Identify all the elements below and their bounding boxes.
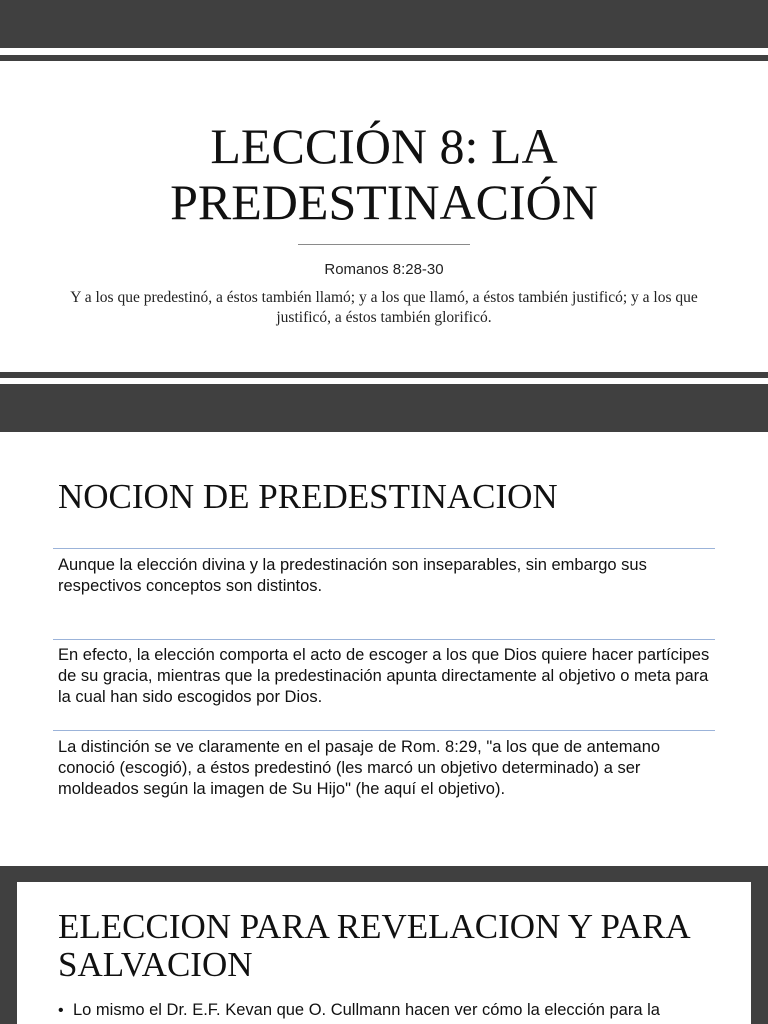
slide3-bullet-text: Lo mismo el Dr. E.F. Kevan que O. Cullmann hacen ver cómo la elección para la [73, 1001, 660, 1019]
slide1-bottom-bar [0, 384, 768, 432]
slide1-bottom-rule [0, 372, 768, 378]
scripture-reference: Romanos 8:28-30 [324, 261, 444, 278]
scripture-verse: Y a los que predestinó, a éstos también llamó; y a los que llamó, a éstos también justificó; y a los que justificó, a éstos también glorificó. [70, 289, 698, 326]
paragraph-divider [53, 639, 715, 640]
slide1-top-bar [0, 0, 768, 48]
paragraph-divider [53, 548, 715, 549]
slide3-title-line2: SALVACION [58, 945, 253, 984]
slide1-divider [298, 244, 470, 245]
slide1-top-rule [0, 55, 768, 61]
bullet-dot-icon: • [58, 1002, 64, 1019]
slide1-title-line1: LECCIÓN 8: LA [210, 118, 558, 174]
paragraph-divider [53, 730, 715, 731]
slide3-title [58, 908, 738, 984]
paragraph-3: La distinción se ve claramente en el pasaje de Rom. 8:29, "a los que de antemano conoció (escogió), a éstos predestinó (les marcó un objetivo determinado) a ser moldeados según la imagen de Su Hijo" (he aquí el objetivo). [58, 738, 661, 798]
slide1-title-line2: PREDESTINACIÓN [170, 174, 598, 230]
paragraph-2: En efecto, la elección comporta el acto de escoger a los que Dios quiere hacer partícipes de su gracia, mientras que la predestinación apunta directamente al objetivo o meta para la cual han sido escogidos por Dios. [58, 646, 710, 706]
slide2-title: NOCION DE PREDESTINACION [58, 477, 558, 516]
paragraph-1: Aunque la elección divina y la predestinación son inseparables, sin embargo sus respectivos conceptos son distintos. [58, 556, 647, 595]
slide1-title [0, 118, 768, 230]
slide3-title-line1: ELECCION PARA REVELACION Y PARA [58, 907, 691, 946]
